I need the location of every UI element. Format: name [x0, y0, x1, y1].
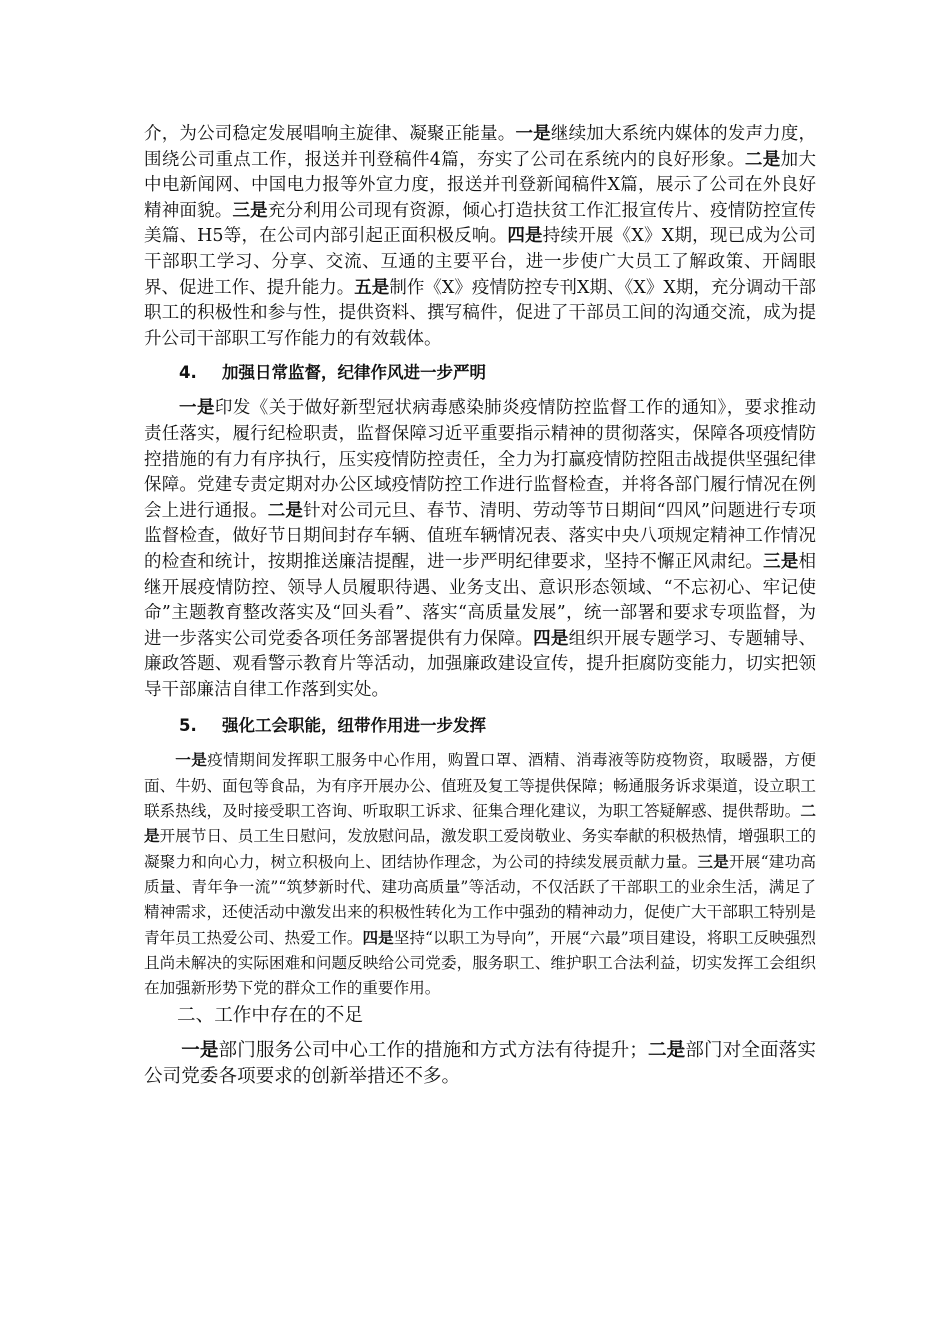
emphasis-third: 三是 — [232, 200, 268, 221]
emphasis-first: 一是 — [179, 398, 215, 419]
section-title: 强化工会职能，纽带作用进一步发挥 — [222, 716, 486, 736]
emphasis-first: 一是 — [175, 751, 208, 770]
emphasis-fourth: 四是 — [533, 628, 569, 649]
emphasis-fifth: 五是 — [354, 277, 390, 298]
paragraph-publicity-continued — [144, 122, 816, 352]
section-number: 4. — [179, 363, 197, 383]
sentence: 疫情期间发挥职工服务中心作用，购置口罩、酒精、消毒液等防疫物资，取暖器，方便面、牛奶、面包等食品，为有序开展办公、值班及复工等提供保障；畅通服务诉求渠道，设立职工联系热线，及时接受职工咨询、听取职工诉求、征集合理化建议，为职工答疑解惑、提供帮助。 — [144, 751, 816, 821]
emphasis-second: 二是 — [144, 802, 816, 846]
document-page — [144, 122, 816, 1090]
section-heading-4 — [144, 361, 816, 385]
emphasis-third: 三是 — [697, 852, 729, 871]
sentence: 制作《X》疫情防控专刊X期、《X》X期，充分调动干部职工的积极性和参与性，提供资料、撰写稿件，促进了干部员工间的沟通交流，成为提升公司干部职工写作能力的有效载体。 — [144, 277, 816, 349]
emphasis-first: 一是 — [181, 1040, 219, 1062]
emphasis-second: 二是 — [267, 500, 304, 521]
sentence: 继续加大系统内媒体的发声力度，围绕公司重点工作，报送并刊登稿件4篇，夯实了公司在系统内的良好形象。 — [144, 124, 817, 170]
section-number: 5. — [179, 716, 197, 736]
emphasis-fourth: 四是 — [507, 226, 543, 247]
paragraph-union — [144, 748, 816, 1001]
sentence: 部门服务公司中心工作的措施和方式方法有待提升； — [218, 1040, 648, 1062]
sentence: 加大中电新闻网、中国电力报等外宣力度，报送并刊登新闻稿件X篇，展示了公司在外良好精神面貌。 — [144, 149, 817, 221]
sentence: 开展节日、员工生日慰问，发放慰问品，激发职工爱岗敬业、务实奉献的积极热情，增强职工的凝聚力和向心力，树立积极向上、团结协作理念，为公司的持续发展贡献力量。 — [144, 827, 816, 871]
sentence: 组织开展专题学习、专题辅导、廉政答题、观看警示教育片等活动，加强廉政建设宣传，提升拒腐防变能力， — [144, 628, 817, 675]
sentence: 持续开展《X》X期，现已成为公司干部职工学习、分享、交流、互通的主要平台，进一步使广大员工了解政策、开阔眼界、促进工作、提升能力。 — [144, 226, 816, 298]
sentence: 部门对全面落实公司党委各项要求的创新举措还不多。 — [144, 1040, 816, 1088]
sentence: 坚持“以职工为导向”，开展“六最”项目建设，将职工反映强烈且尚未解决的实际困难和问题反映给公司党委，服务职工、维护职工合法利益，切实发挥工会组织在加强新形势下党的群众工作的重要作用。 — [144, 928, 816, 998]
emphasis-second: 二是 — [744, 149, 781, 170]
sentence: 充分利用公司现有资源，倾心打造扶贫工作汇报宣传片、疫情防控宣传美篇、H5等，在公司内部引起正面积极反响。 — [144, 200, 817, 247]
part-two-heading: 二、工作中存在的不足 — [177, 1005, 363, 1027]
sentence: 针对公司元旦、春节、清明、劳动等节日期间“四风”问题进行专项监督检查，做好节日期间封存车辆、值班车辆情况表、落实中央八项规定精神工作情况的检查和统计，按期推送廉洁提醒，进一步严明纪律要求，坚持不懈正风肃纪。 — [144, 500, 817, 572]
sentence: 介，为公司稳定发展唱响主旋律、凝聚正能量。 — [144, 124, 516, 144]
paragraph-supervision — [144, 396, 816, 703]
emphasis-first: 一是 — [515, 124, 551, 144]
sentence: 开展“建功高质量、青年争一流”“筑梦新时代、建功高质量”等活动，不仅活跃了干部职工的业余生活，满足了精神需求，还使活动中激发出来的积极性转化为工作中强劲的精神动力，促使广大干部职工特别是青年员工热爱公司、热爱工作。 — [144, 852, 816, 947]
section-heading-5 — [144, 714, 816, 738]
sentence: 印发《关于做好新型冠状病毒感染肺炎疫情防控监督工作的通知》，要求推动责任落实，履行纪检职责，监督保障习近平重要指示精神的贯彻落实，保障各项疫情防控措施的有力有序执行，压实疫情防控责任，全力为打赢疫情防控阻击战提供坚强纪律保障。党建专责定期对办公区域疫情防控工作进行监督检查，并将各部门履行情况在例会上进行通报。 — [144, 398, 817, 521]
sentence-closing: 切实把领导干部廉洁自律工作落到实处。 — [144, 654, 817, 700]
paragraph-shortcomings — [144, 1038, 816, 1090]
emphasis-fourth: 四是 — [362, 928, 394, 947]
emphasis-third: 三是 — [763, 551, 799, 572]
section-title: 加强日常监督，纪律作风进一步严明 — [222, 363, 486, 383]
sentence: 相继开展疫情防控、领导人员履职待遇、业务支出、意识形态领域、“不忘初心、牢记使命”主题教育整改落实及“回头看”、落实“高质量发展”，统一部署和要求专项监督，为进一步落实公司党委各项任务部署提供有力保障。 — [144, 551, 817, 649]
emphasis-second: 二是 — [647, 1040, 686, 1062]
